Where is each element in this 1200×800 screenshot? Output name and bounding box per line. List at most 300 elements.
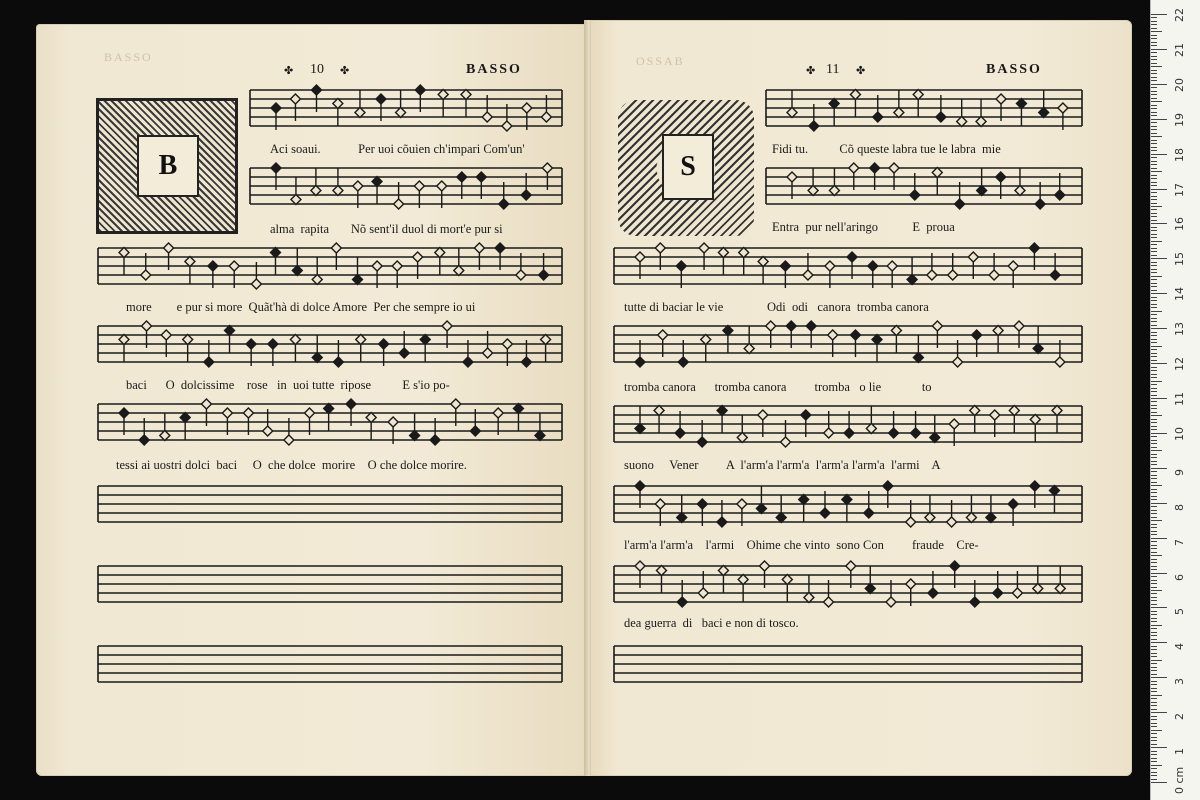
note-head — [379, 339, 389, 349]
ruler-tick — [1151, 175, 1157, 176]
note-head — [161, 330, 171, 340]
note-head — [889, 428, 899, 438]
note-head — [976, 117, 986, 127]
ruler-tick — [1151, 709, 1157, 710]
ruler-tick — [1151, 733, 1157, 734]
note-head — [229, 261, 239, 271]
note-head — [655, 243, 665, 253]
note-head — [972, 330, 982, 340]
staff — [98, 566, 562, 602]
note-head — [454, 266, 464, 276]
note-head — [970, 406, 980, 416]
lyric-line: suono Vener A l'arm'a l'arm'a l'arm'a l'arm'a l'armi A — [624, 458, 941, 472]
ruler-tick — [1151, 136, 1162, 137]
ruler-tick — [1151, 621, 1157, 622]
ruler-tick — [1151, 471, 1157, 472]
ruler-tick — [1151, 670, 1157, 671]
ruler-tick — [1151, 489, 1157, 490]
note-head — [139, 435, 149, 445]
ruler-tick — [1151, 408, 1157, 409]
note-head — [780, 261, 790, 271]
note-head — [656, 566, 666, 576]
ruler-tick — [1151, 258, 1167, 259]
note-head — [476, 172, 486, 182]
note-head — [850, 330, 860, 340]
right-part-title: BASSO — [986, 62, 1042, 77]
staff — [250, 85, 562, 131]
ruler-tick — [1151, 189, 1167, 190]
ruler-label: 18 — [1173, 147, 1186, 162]
ruler-label: 19 — [1173, 112, 1186, 127]
ruler-tick — [1151, 147, 1157, 148]
ruler-tick — [1151, 213, 1157, 214]
ruler-tick — [1151, 600, 1157, 601]
ruler-label: 4 — [1173, 643, 1186, 651]
ruler-tick — [1151, 346, 1162, 347]
note-head — [376, 94, 386, 104]
note-head — [437, 181, 447, 191]
ruler-tick — [1151, 538, 1167, 539]
ruler-tick — [1151, 541, 1157, 542]
note-head — [1030, 481, 1040, 491]
note-head — [451, 399, 461, 409]
note-head — [758, 410, 768, 420]
note-head — [850, 90, 860, 100]
ruler-tick — [1151, 677, 1167, 678]
note-head — [913, 90, 923, 100]
ruler-label: 15 — [1173, 252, 1186, 267]
ruler-tick — [1151, 534, 1157, 535]
ruler-label: 17 — [1173, 182, 1186, 197]
note-head — [739, 248, 749, 258]
note-head — [776, 513, 786, 523]
ruler-label: 10 — [1173, 426, 1186, 441]
ruler-tick — [1151, 698, 1157, 699]
note-head — [635, 561, 645, 571]
ruler-tick — [1151, 723, 1157, 724]
ruler-unit-label: 0 cm — [1173, 766, 1186, 794]
ruler-tick — [1151, 192, 1157, 193]
note-head — [766, 321, 776, 331]
ruler-label: 20 — [1173, 77, 1186, 92]
note-head — [1039, 108, 1049, 118]
note-head — [804, 593, 814, 603]
ruler-tick — [1151, 468, 1167, 469]
ruler-tick — [1151, 569, 1157, 570]
ruler-tick — [1151, 440, 1157, 441]
ruler-tick — [1151, 335, 1157, 336]
ruler-tick — [1151, 478, 1157, 479]
ruler-tick — [1151, 782, 1167, 783]
ruler-tick — [1151, 506, 1157, 507]
staff — [766, 90, 1082, 132]
ruler-tick — [1151, 234, 1157, 235]
note-head — [928, 588, 938, 598]
ruler-tick — [1151, 702, 1157, 703]
note-head — [677, 597, 687, 607]
ruler-tick — [1151, 276, 1162, 277]
note-head — [635, 481, 645, 491]
note-head — [787, 172, 797, 182]
ruler-tick — [1151, 52, 1157, 53]
ruler-tick — [1151, 94, 1157, 95]
note-head — [312, 275, 322, 285]
right-page-number: 11 — [826, 62, 840, 77]
note-head — [521, 190, 531, 200]
note-head — [414, 181, 424, 191]
note-head — [906, 579, 916, 589]
staff — [98, 646, 562, 682]
lyric-line: Entra pur nell'aringo E proua — [772, 220, 955, 234]
ruler-tick — [1151, 559, 1157, 560]
note-head — [463, 357, 473, 367]
lyric-line: Aci soaui. Per uoi cõuien ch'impari Com'un' — [270, 142, 525, 156]
ruler-tick — [1151, 356, 1157, 357]
ruler-tick — [1151, 21, 1157, 22]
note-head — [392, 261, 402, 271]
note-head — [204, 357, 214, 367]
ruler-tick — [1151, 279, 1157, 280]
ruler-label: 12 — [1173, 357, 1186, 372]
note-head — [333, 357, 343, 367]
note-head — [842, 495, 852, 505]
ruler-tick — [1151, 42, 1157, 43]
staff — [98, 486, 562, 522]
note-head — [806, 321, 816, 331]
note-head — [846, 561, 856, 571]
ruler-tick — [1151, 761, 1157, 762]
ruler-tick — [1151, 503, 1167, 504]
note-head — [1033, 344, 1043, 354]
ruler-tick — [1151, 695, 1162, 696]
left-part-title: BASSO — [466, 62, 522, 77]
measurement-ruler — [1150, 0, 1200, 800]
ruler-tick — [1151, 649, 1157, 650]
ruler-tick — [1151, 684, 1157, 685]
ruler-tick — [1151, 751, 1157, 752]
ornament-right-icon: ✤ — [856, 65, 866, 77]
ruler-tick — [1151, 328, 1167, 329]
ruler-tick — [1151, 108, 1157, 109]
ruler-tick — [1151, 712, 1167, 713]
ruler-tick — [1151, 618, 1157, 619]
note-head — [225, 326, 235, 336]
note-head — [353, 275, 363, 285]
ruler-tick — [1151, 656, 1157, 657]
ruler-tick — [1151, 196, 1157, 197]
note-head — [372, 261, 382, 271]
note-head — [872, 335, 882, 345]
note-head — [925, 513, 935, 523]
ruler-tick — [1151, 674, 1157, 675]
note-head — [883, 481, 893, 491]
ruler-tick — [1151, 14, 1167, 15]
note-head — [760, 561, 770, 571]
ruler-tick — [1151, 496, 1157, 497]
ruler-tick — [1151, 367, 1157, 368]
note-head — [413, 252, 423, 262]
note-head — [1055, 357, 1065, 367]
note-head — [410, 431, 420, 441]
note-head — [744, 344, 754, 354]
ruler-tick — [1151, 705, 1157, 706]
ruler-label: 1 — [1173, 748, 1186, 756]
ruler-tick — [1151, 220, 1157, 221]
note-head — [635, 424, 645, 434]
note-head — [1030, 415, 1040, 425]
note-head — [993, 588, 1003, 598]
note-head — [292, 266, 302, 276]
note-head — [457, 172, 467, 182]
ruler-tick — [1151, 203, 1157, 204]
note-head — [208, 261, 218, 271]
ruler-tick — [1151, 133, 1157, 134]
ruler-tick — [1151, 182, 1157, 183]
ruler-tick — [1151, 377, 1157, 378]
ruler-tick — [1151, 150, 1157, 151]
ruler-tick — [1151, 587, 1157, 588]
note-head — [399, 348, 409, 358]
note-head — [825, 261, 835, 271]
ruler-tick — [1151, 765, 1162, 766]
ruler-tick — [1151, 415, 1162, 416]
note-head — [1055, 584, 1065, 594]
staff — [98, 399, 562, 445]
ruler-tick — [1151, 143, 1157, 144]
ruler-tick — [1151, 464, 1157, 465]
ruler-tick — [1151, 293, 1167, 294]
ruler-tick — [1151, 653, 1157, 654]
ruler-tick — [1151, 513, 1157, 514]
note-head — [913, 353, 923, 363]
note-head — [990, 410, 1000, 420]
note-head — [886, 597, 896, 607]
note-head — [268, 339, 278, 349]
note-head — [119, 335, 129, 345]
ruler-tick — [1151, 457, 1157, 458]
ornament-left-icon: ✤ — [806, 65, 816, 77]
ruler-tick — [1151, 171, 1162, 172]
note-head — [372, 177, 382, 187]
note-head — [483, 348, 493, 358]
ruler-tick — [1151, 84, 1167, 85]
note-head — [493, 408, 503, 418]
staff — [614, 646, 1082, 682]
note-head — [513, 404, 523, 414]
ruler-tick — [1151, 283, 1157, 284]
note-head — [697, 437, 707, 447]
note-head — [164, 243, 174, 253]
lyric-line: baci O dolcissime rose in uoi tutte ripose E s'io po- — [126, 378, 450, 392]
note-head — [655, 499, 665, 509]
note-head — [932, 168, 942, 178]
ruler-tick — [1151, 161, 1157, 162]
ornament-left-icon: ✤ — [284, 65, 294, 77]
ruler-tick — [1151, 688, 1157, 689]
note-head — [698, 588, 708, 598]
ruler-tick — [1151, 290, 1157, 291]
ruler-tick — [1151, 580, 1157, 581]
ornament-right-icon: ✤ — [340, 65, 350, 77]
ruler-tick — [1151, 59, 1157, 60]
note-head — [977, 186, 987, 196]
ruler-tick — [1151, 342, 1157, 343]
note-head — [243, 408, 253, 418]
note-head — [947, 517, 957, 527]
note-head — [394, 199, 404, 209]
note-head — [887, 261, 897, 271]
ruler-tick — [1151, 87, 1157, 88]
note-head — [968, 252, 978, 262]
ruler-tick — [1151, 129, 1157, 130]
show-through-text: BASSO — [104, 50, 153, 64]
ruler-tick — [1151, 597, 1157, 598]
note-head — [870, 163, 880, 173]
note-head — [366, 413, 376, 423]
ruler-tick — [1151, 206, 1162, 207]
note-head — [799, 495, 809, 505]
ruler-tick — [1151, 318, 1157, 319]
ruler-tick — [1151, 388, 1157, 389]
ruler-tick — [1151, 370, 1157, 371]
ruler-tick — [1151, 185, 1157, 186]
ruler-tick — [1151, 779, 1157, 780]
note-head — [782, 575, 792, 585]
note-head — [910, 190, 920, 200]
note-head — [461, 90, 471, 100]
ruler-tick — [1151, 614, 1157, 615]
note-head — [936, 112, 946, 122]
ruler-label: 5 — [1173, 608, 1186, 616]
ruler-tick — [1151, 485, 1162, 486]
ruler-label: 14 — [1173, 287, 1186, 302]
ruler-tick — [1151, 719, 1157, 720]
note-head — [993, 326, 1003, 336]
note-head — [801, 410, 811, 420]
ruler-tick — [1151, 422, 1157, 423]
ruler-label: 9 — [1173, 468, 1186, 476]
ruler-tick — [1151, 436, 1157, 437]
ruler-tick — [1151, 70, 1157, 71]
note-head — [803, 270, 813, 280]
ruler-label: 22 — [1173, 8, 1186, 22]
note-head — [180, 413, 190, 423]
ruler-tick — [1151, 209, 1157, 210]
lyric-line: more e pur si more Quãt'hà di dolce Amore Per che sempre io ui — [126, 300, 476, 314]
note-head — [717, 406, 727, 416]
ruler-tick — [1151, 663, 1157, 664]
ruler-tick — [1151, 583, 1157, 584]
ruler-tick — [1151, 492, 1157, 493]
ruler-label: 13 — [1173, 322, 1186, 337]
ruler-tick — [1151, 772, 1157, 773]
note-head — [820, 508, 830, 518]
note-head — [635, 252, 645, 262]
staff — [250, 163, 562, 209]
ruler-tick — [1151, 101, 1162, 102]
note-head — [1014, 321, 1024, 331]
note-head — [932, 321, 942, 331]
ruler-tick — [1151, 63, 1157, 64]
ruler-tick — [1151, 45, 1157, 46]
ruler-tick — [1151, 499, 1157, 500]
note-head — [996, 94, 1006, 104]
note-head — [849, 163, 859, 173]
ruler-tick — [1151, 443, 1157, 444]
note-head — [290, 94, 300, 104]
ruler-tick — [1151, 262, 1157, 263]
note-head — [756, 504, 766, 514]
note-head — [658, 330, 668, 340]
ruler-tick — [1151, 223, 1167, 224]
ruler-tick — [1151, 517, 1157, 518]
note-head — [1012, 588, 1022, 598]
ruler-tick — [1151, 576, 1157, 577]
ruler-label: 3 — [1173, 678, 1186, 686]
lyric-line: dea guerra di baci e non di tosco. — [624, 616, 799, 630]
note-head — [737, 499, 747, 509]
note-head — [430, 435, 440, 445]
note-head — [271, 163, 281, 173]
note-head — [311, 85, 321, 95]
ruler-tick — [1151, 691, 1157, 692]
note-head — [654, 406, 664, 416]
note-head — [906, 517, 916, 527]
note-head — [635, 357, 645, 367]
note-head — [697, 499, 707, 509]
ruler-tick — [1151, 304, 1157, 305]
note-head — [415, 85, 425, 95]
note-head — [438, 90, 448, 100]
note-head — [949, 419, 959, 429]
ruler-tick — [1151, 611, 1157, 612]
ruler-tick — [1151, 548, 1157, 549]
ruler-tick — [1151, 265, 1157, 266]
note-head — [996, 172, 1006, 182]
lyric-line: tromba canora tromba canora tromba o lie to — [624, 380, 932, 394]
note-head — [185, 257, 195, 267]
note-head — [675, 428, 685, 438]
note-head — [723, 326, 733, 336]
ruler-tick — [1151, 126, 1157, 127]
note-head — [809, 121, 819, 131]
note-head — [495, 243, 505, 253]
ruler-tick — [1151, 314, 1157, 315]
note-head — [927, 270, 937, 280]
note-head — [482, 112, 492, 122]
ruler-tick — [1151, 454, 1157, 455]
ruler-tick — [1151, 604, 1157, 605]
ruler-tick — [1151, 154, 1167, 155]
note-head — [331, 243, 341, 253]
ruler-tick — [1151, 401, 1157, 402]
ruler-tick — [1151, 527, 1157, 528]
show-through-text: OSSAB — [636, 54, 685, 68]
note-head — [828, 330, 838, 340]
note-head — [829, 186, 839, 196]
ruler-tick — [1151, 754, 1157, 755]
staff — [614, 321, 1082, 367]
ruler-tick — [1151, 35, 1157, 36]
note-head — [781, 437, 791, 447]
ruler-tick — [1151, 321, 1157, 322]
ruler-tick — [1151, 56, 1157, 57]
staff — [98, 243, 562, 289]
ruler-tick — [1151, 91, 1157, 92]
note-head — [758, 257, 768, 267]
ruler-tick — [1151, 286, 1157, 287]
lyric-line: l'arm'a l'arm'a l'armi Ohime che vinto sono Con fraude Cre- — [624, 538, 979, 552]
